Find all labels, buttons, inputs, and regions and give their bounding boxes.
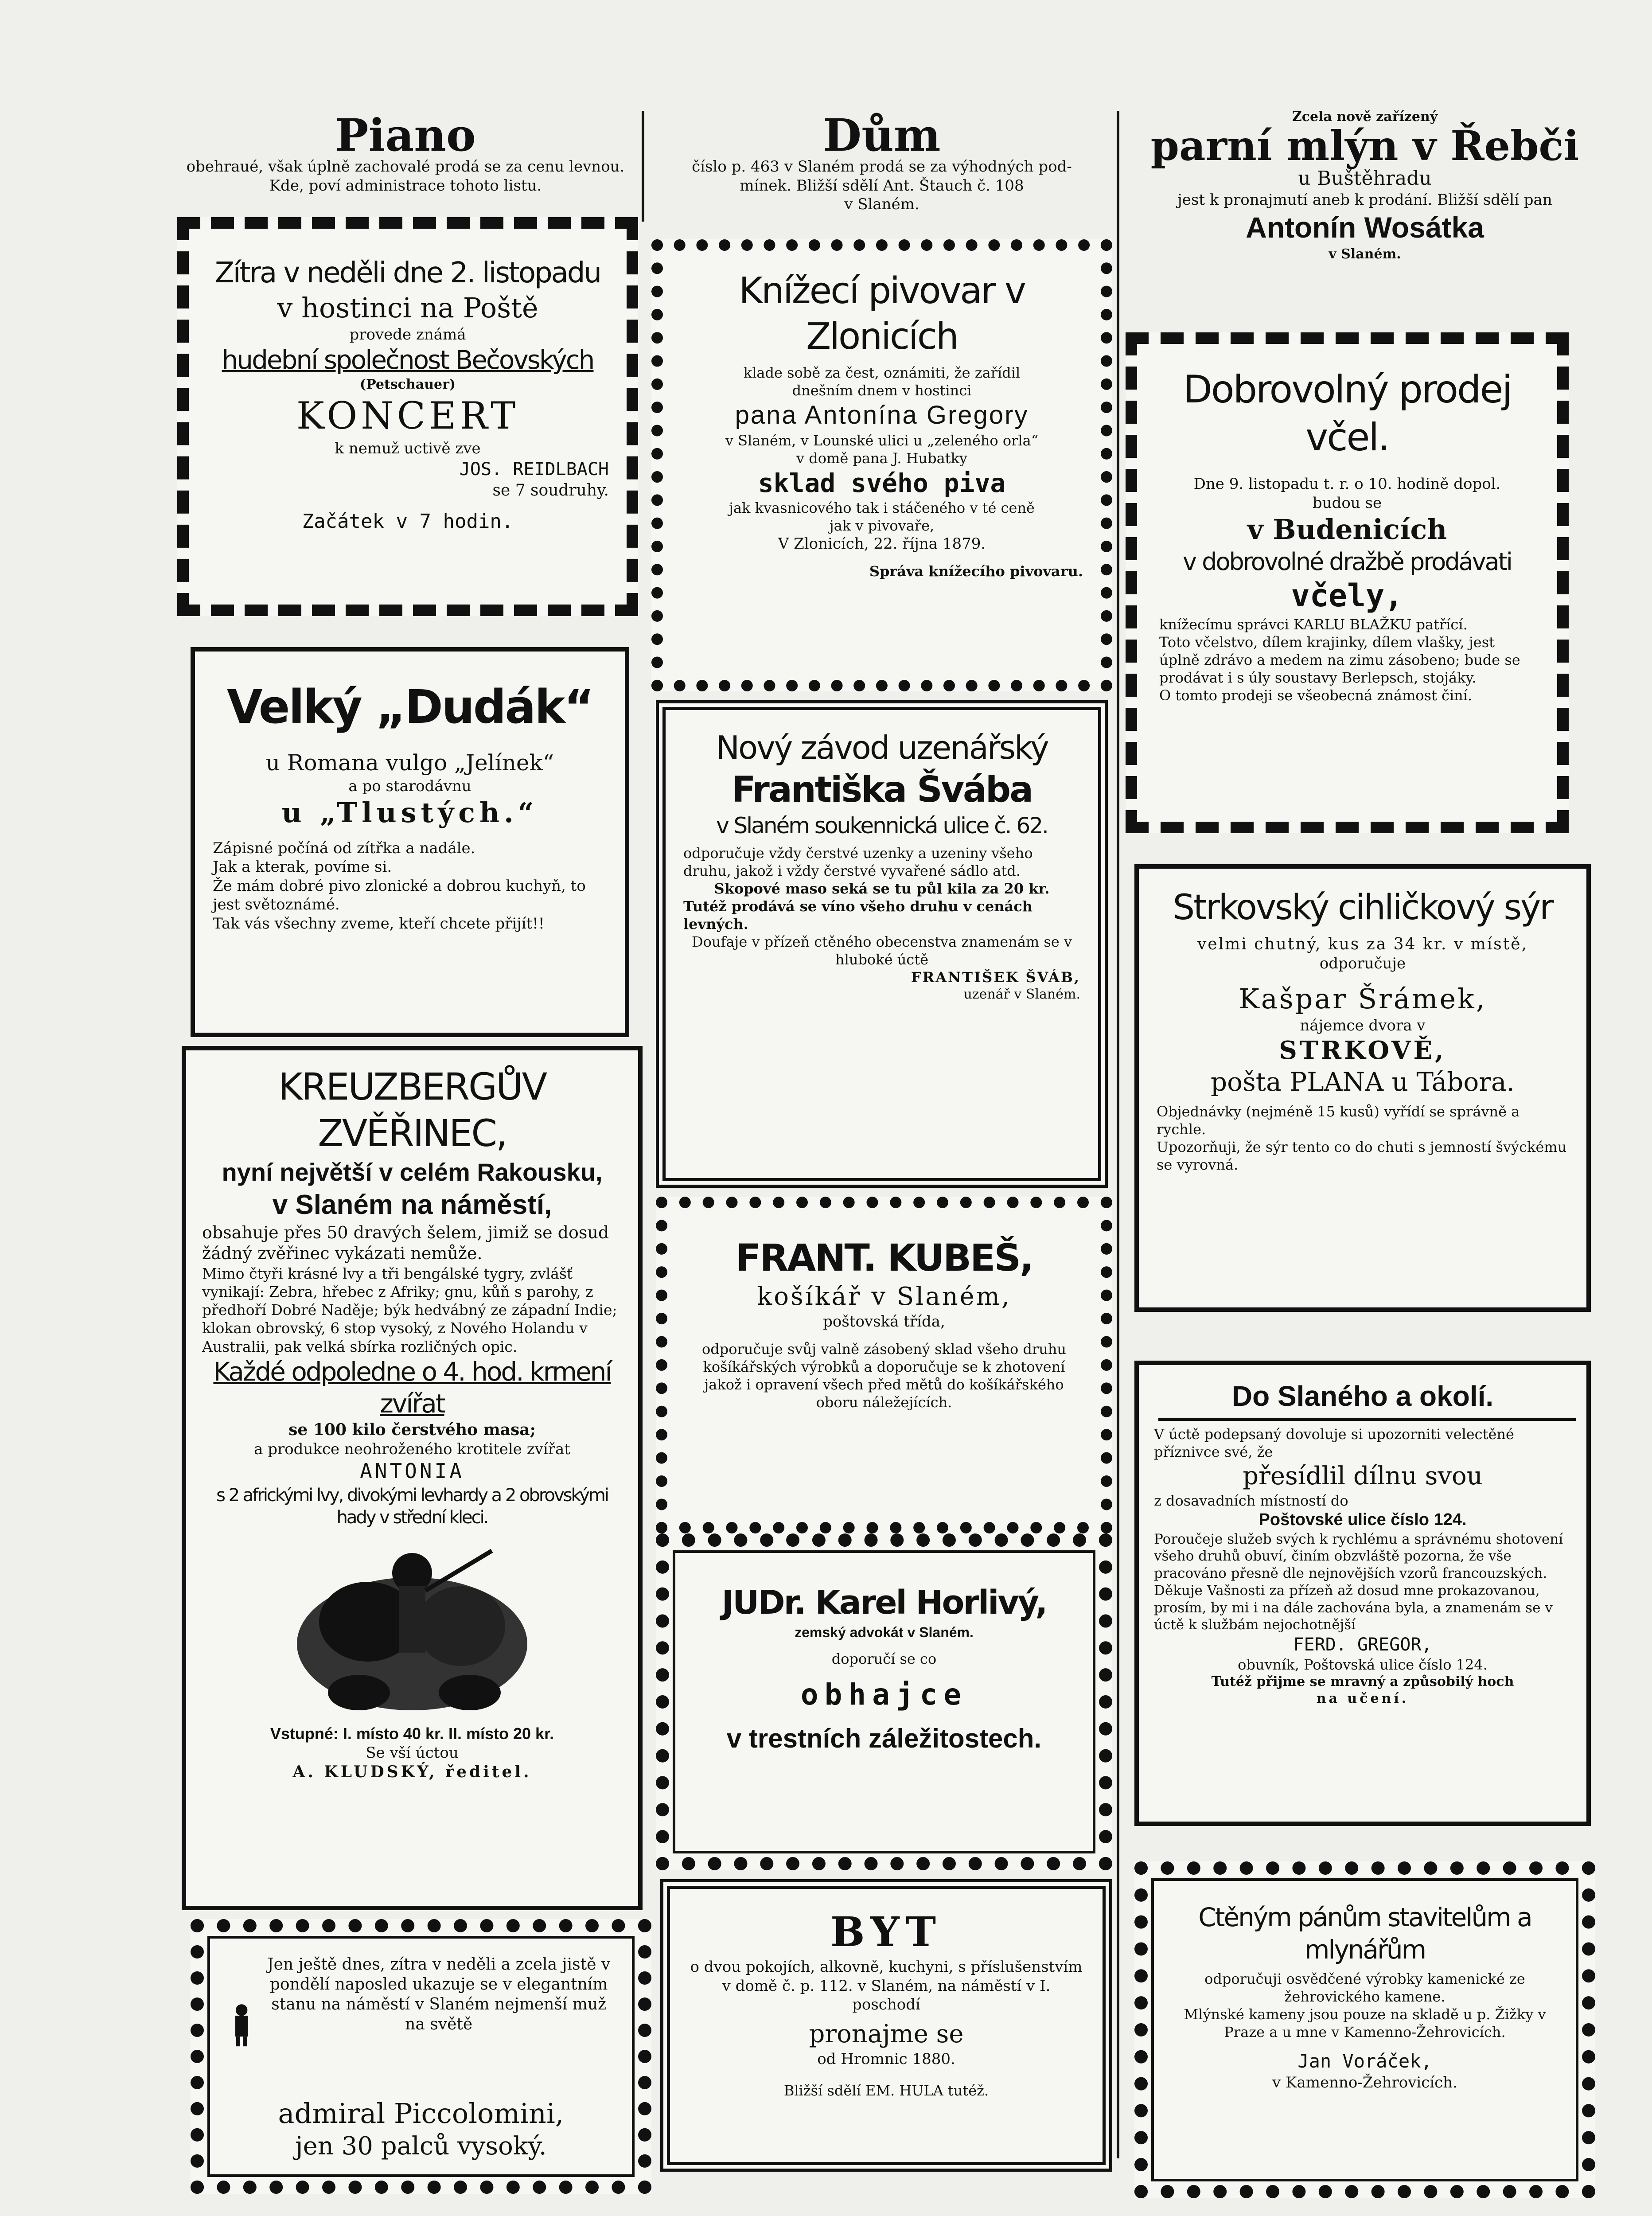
zverinec-sign: A. KLUDSKÝ, ředitel. [292, 1763, 532, 1782]
koncert-line2: k nemuž uctivě zve [335, 440, 481, 457]
syr-name: Kašpar Šrámek, [1239, 983, 1487, 1015]
mlyn-line: jest k pronajmutí aneb k prodání. Bližší sdělí pan [1177, 191, 1552, 209]
syr-place: STRKOVĚ, [1279, 1036, 1446, 1065]
kameny-line: Mlýnské kameny jsou pouze na skladě u p. Žižky v Praze a u mne v Kamenno-Žehrovicích. [1184, 2006, 1546, 2040]
pivovar-line2: v Slaném, v Lounské ulici u „zeleného orla“ [725, 432, 1039, 449]
gregor-sign2: obuvník, Poštovská ulice číslo 124. [1238, 1656, 1488, 1673]
uzenar-sign2: uzenář v Slaném. [963, 986, 1080, 1002]
piccolomini-size: jen 30 palců vysoký. [295, 2131, 547, 2161]
uzenar-line: odporučuje vždy čerstvé uzenky a uzeniny všeho druhu, jakož i vždy čerstvé vyvařené sádlo atd. [683, 844, 1033, 879]
uzenar-ad [656, 700, 1108, 1188]
byt-date: od Hromnic 1880. [817, 2050, 955, 2068]
zverinec-body [202, 1222, 622, 1356]
byt-line: o dvou pokojích, alkovně, kuchyni, s příslušenstvím v domě č. p. 112. v Slaném, na náměstí v I. poschodí [690, 1958, 1083, 2013]
piccolomini-row [230, 1955, 612, 2096]
uzenar-line: Skopové maso seká se tu půl kila za 20 kr. [714, 880, 1050, 897]
dum-ad [647, 109, 1117, 214]
mlyn-place: v Slaném. [1329, 246, 1401, 262]
syr-line: velmi chutný, kus za 34 kr. v místě, [1197, 935, 1528, 953]
dum-line: mínek. Bližší sdělí Ant. Štauch č. 108 [740, 176, 1024, 195]
syr-l2: nájemce dvora v [1300, 1016, 1426, 1034]
koncert-line: v hostinci na Poště [277, 292, 538, 324]
dudak-line2: Zápisné počíná od zítřka a nadále. [213, 839, 475, 857]
dum-title: Dům [823, 109, 941, 161]
piano-line: obehraué, však úplně zachovalé prodá se za cenu levnou. [186, 158, 625, 176]
vcely-big: včely, [1291, 577, 1403, 614]
dum-line: číslo p. 463 v Slaném prodá se za výhodných pod- [692, 158, 1072, 176]
dudak-line2: Že mám dobré pivo zlonické a dobrou kuchyň, to jest světoznámé. [213, 877, 586, 913]
kubes-sub: košíkář v Slaném, [757, 1282, 1011, 1311]
horlivy-big: obhajce [800, 1677, 968, 1712]
syr-line2: Objednávky (nejméně 15 kusů) vyřídí se správně a rychle. [1157, 1103, 1520, 1138]
koncert-line: hudební společnost Bečovských [222, 345, 594, 375]
pivovar-sign: Správa knížecího pivovaru. [869, 562, 1083, 580]
zverinec-meat: se 100 kilo čerstvého masa; [288, 1420, 536, 1439]
horlivy-title: JUDr. Karel Horlivý, [721, 1584, 1047, 1622]
dudak-title: Velký „Dudák“ [226, 680, 593, 734]
vcely-l3: v dobrovolné dražbě prodávati [1183, 547, 1512, 576]
horlivy-l1: zemský advokát v Slaném. [795, 1624, 974, 1640]
dudak-body [213, 839, 607, 933]
piano-ad [168, 109, 643, 195]
kubes-line: odporučuje svůj valně zásobený sklad všeho druhu košíkářských výrobků a doporučuje se k zhotovení jakož i opravení všech před mětů do košíkářského oboru náležejících. [701, 1340, 1067, 1411]
zverinec-l1: nyní největší v celém Rakousku, [222, 1158, 603, 1186]
uzenar-sign: FRANTIŠEK ŠVÁB, [911, 968, 1080, 986]
vcely-body [1159, 616, 1535, 704]
dudak-line2: Tak vás všechny zveme, kteří chcete přijít!! [213, 914, 545, 932]
kameny-sign2: v Kamenno-Žehrovicích. [1272, 2073, 1457, 2091]
gregor-l3: Tutéž přijme se mravný a způsobilý hoch [1211, 1674, 1514, 1689]
uzenar-name: Františka Švába [731, 769, 1032, 810]
zverinec-price: Vstupné: I. místo 40 kr. II. místo 20 kr. [270, 1724, 554, 1743]
syr-line2: Upozorňuji, že sýr tento co do chuti s jemností švýckému se vyrovná. [1157, 1138, 1567, 1173]
kubes-title: FRANT. KUBEŠ, [736, 1236, 1032, 1280]
uzenar-body [683, 844, 1080, 968]
vcely-ad [1126, 332, 1569, 833]
gregor-body [1154, 1531, 1571, 1634]
zverinec-l2: v Slaném na náměstí, [272, 1190, 552, 1220]
piano-title: Piano [335, 109, 476, 161]
piccolomini-line: Jen ještě dnes, zítra v neděli a zcela jistě v pondělí naposled ukazuje se v elegantním stanu na náměstí v Slaném nejmenší muž na světě [267, 1955, 611, 2033]
pivovar-line: dnešním dnem v hostinci [792, 382, 972, 399]
vcely-l2: budou se [1312, 494, 1382, 512]
syr-line: odporučuje [1319, 954, 1406, 972]
dudak-ad [191, 647, 629, 1037]
zverinec-tamer: ANTONIA [360, 1459, 464, 1483]
koncert-ad [177, 217, 638, 616]
pivovar-line2: v domě pana J. Hubatky [796, 449, 967, 467]
mlyn-ad [1121, 109, 1609, 262]
gregor-l1: V úctě podepsaný dovoluje si upozorniti velectěné příznivce své, že [1154, 1426, 1514, 1460]
syr-title: Strkovský cihličkový sýr [1173, 888, 1553, 928]
gregor-ad [1134, 1361, 1591, 1826]
uzenar-addr: v Slaném soukennická ulice č. 62. [716, 813, 1048, 839]
vcely-line: O tomto prodeji se všeobecná známost činí. [1159, 687, 1473, 704]
koncert-line: provede známá [349, 325, 466, 343]
vcely-place: v Budenicích [1247, 513, 1447, 546]
koncert-line2: se 7 soudruhy. [492, 481, 609, 499]
zverinec-feed: Každé odpoledne o 4. hod. krmení zvířat [213, 1356, 611, 1419]
uzenar-line: Tutéž prodává se víno všeho druhu v cenách levných. [683, 897, 1032, 932]
pivovar-line3: jak kvasnicového tak i stáčeného v té ceně [729, 499, 1035, 516]
pivovar-line3: V Zlonicích, 22. října 1879. [778, 535, 986, 553]
syr-body [1157, 1103, 1569, 1174]
gregor-l2: z dosavadních místností do [1154, 1492, 1348, 1509]
byt-contact: Bližší sdělí EM. HULA tutéž. [783, 2082, 989, 2099]
piano-line: Kde, poví administrace tohoto listu. [269, 176, 542, 195]
koncert-line2: JOS. REIDLBACH [459, 459, 609, 480]
byt-big: pronajme se [809, 2019, 964, 2048]
pivovar-name: pana Antonína Gregory [735, 401, 1029, 429]
gregor-sign: FERD. GREGOR, [1293, 1635, 1432, 1655]
zverinec-l3: a produkce neohroženého krotitele zvířat [254, 1440, 570, 1458]
gregor-line: Děkuje Vašnosti za přízeň až dosud mne prokazovanou, prosím, by mi i na dále zachována byla, a znamenám se v úctě k službám nejochotnější [1154, 1582, 1553, 1633]
piccolomini-name: admiral Piccolomini, [278, 2097, 564, 2130]
horlivy-l3: v trestních záležitostech. [726, 1724, 1042, 1753]
kubes-ad [656, 1197, 1112, 1533]
zverinec-l5: Se vší úctou [366, 1744, 459, 1762]
zverinec-l4: s 2 africkými lvy, divokými levhardy a 2 obrovskými hady v střední kleci. [216, 1485, 608, 1528]
koncert-line: (Petschauer) [359, 376, 456, 392]
uzenar-title: Nový závod uzenářský [716, 729, 1048, 766]
pivovar-ad [651, 239, 1112, 691]
kameny-ad [1134, 1861, 1595, 2198]
horlivy-l2: doporučí se co [831, 1650, 937, 1667]
zverinec-line: Mimo čtyři krásné lvy a tři bengálské tygry, zvlášť vynikají: Zebra, hřebec z Afriky; gnu, kůň s parohy, z předhoří Dobré Naděje; býk hedvábný ze západní Indie; klokan obrovský, 6 stop vysoký, z Nového Holandu v Australii, pak velká sbírka rozličných opic. [202, 1264, 617, 1355]
mlyn-name: Antonín Wosátka [1246, 211, 1484, 244]
lion-tamer-illustration [279, 1533, 545, 1719]
kameny-title: Ctěným pánům stavitelům a mlynářům [1198, 1902, 1531, 1965]
syr-post: pošta PLANA u Tábora. [1211, 1067, 1515, 1097]
zverinec-ad [182, 1046, 643, 1910]
kubes-street: poštovská třída, [823, 1313, 945, 1330]
gregor-divider [1158, 1418, 1576, 1421]
pivovar-line: klade sobě za čest, oznámiti, že zařídil [743, 364, 1021, 381]
gregor-big: přesídlil dílnu svou [1243, 1462, 1483, 1490]
column-rule-right [1117, 111, 1119, 2158]
dudak-big: u „Tlustých.“ [281, 796, 538, 829]
vcely-title: Dobrovolný prodej včel. [1183, 367, 1512, 460]
pivovar-title: Knížecí pivovar v Zlonicích [739, 270, 1025, 358]
vcely-line: Toto včelstvo, dílem krajinky, dílem vlašky, jest úplně zdrávo a medem na zimu zásobeno; bude se prodávat i s úly soustavy Berlepsch, stojáky. [1159, 633, 1520, 686]
vcely-l1: Dne 9. listopadu t. r. o 10. hodině dopol. [1193, 475, 1501, 493]
admiral-figure-illustration [230, 1955, 253, 2096]
kameny-sign: Jan Voráček, [1297, 2050, 1432, 2072]
dum-line: v Slaném. [844, 195, 920, 213]
syr-ad [1134, 864, 1591, 1312]
dudak-line2: Jak a kterak, povíme si. [213, 858, 392, 876]
mlyn-title: parní mlýn v Řebči [1150, 121, 1579, 170]
gregor-line: Poroučeje služeb svých k rychlému a správnému shotovení všeho druhů obuví, činím obzvláště pozorna, že vše pracováno přesně dle nejnovějších vzorů francouzských. [1154, 1531, 1563, 1581]
gregor-title: Do Slaného a okolí. [1231, 1380, 1494, 1412]
mlyn-kicker: Zcela nově zařízený [1292, 109, 1438, 125]
kameny-line: odporučuji osvědčené výrobky kamenické ze žehrovického kamene. [1204, 1970, 1525, 2005]
horlivy-ad [656, 1533, 1112, 1870]
pivovar-big: sklad svého piva [758, 468, 1006, 498]
zverinec-title: KREUZBERGŮV ZVĚŘINEC, [278, 1065, 546, 1155]
pivovar-line3: jak v pivovaře, [829, 517, 935, 534]
gregor-l4: na učení. [1316, 1690, 1409, 1706]
piccolomini-ad [191, 1919, 651, 2194]
koncert-line: Zítra v neděli dne 2. listopadu [214, 257, 601, 289]
mlyn-sub: u Buštěhradu [1298, 167, 1432, 190]
koncert-start: Začátek v 7 hodin. [302, 510, 514, 533]
byt-title: BYT [830, 1908, 943, 1956]
gregor-addr: Poštovské ulice číslo 124. [1258, 1510, 1467, 1529]
dudak-line: a po starodávnu [348, 777, 471, 795]
byt-ad [660, 1879, 1112, 2172]
zverinec-line: obsahuje přes 50 dravých šelem, jimiž se dosud žádný zvěřinec vykázati nemůže. [202, 1222, 609, 1263]
dudak-line: u Romana vulgo „Jelínek“ [265, 750, 554, 776]
koncert-big: KONCERT [296, 394, 519, 437]
uzenar-line: Doufaje v přízeň ctěného obecenstva znamenám se v hluboké úctě [691, 933, 1072, 968]
vcely-line: knížecímu správci KARLU BLAŽKU patřící. [1159, 616, 1468, 633]
